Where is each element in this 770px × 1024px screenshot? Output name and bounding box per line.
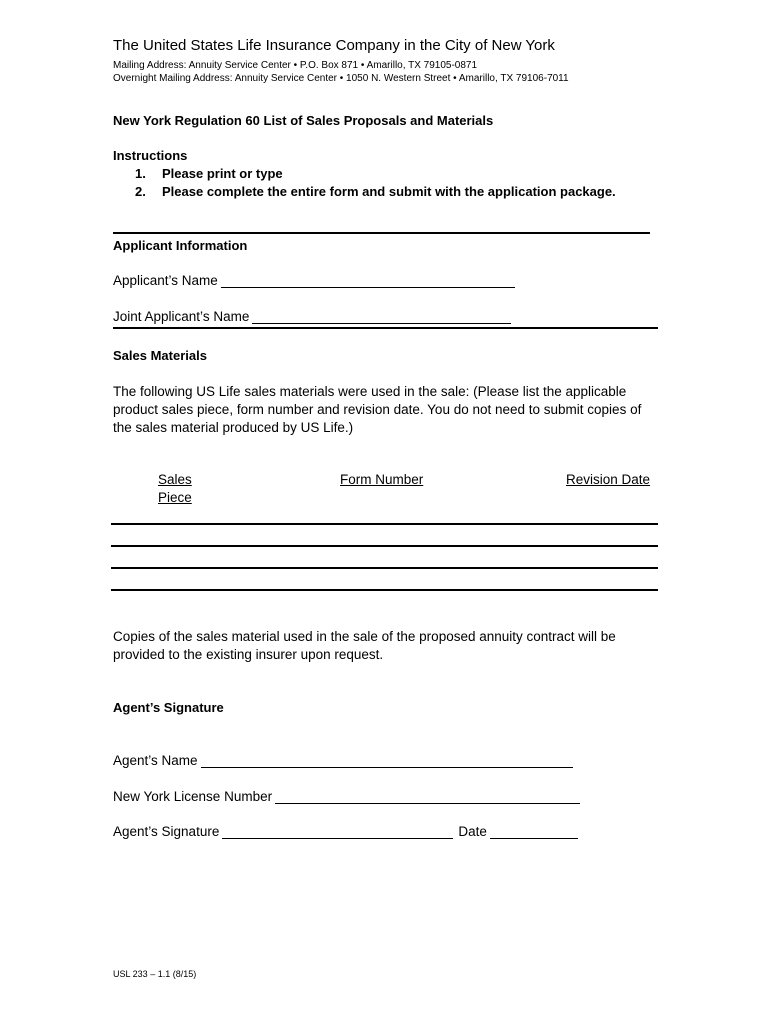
section-divider-applicant bbox=[113, 327, 658, 329]
date-field[interactable] bbox=[490, 826, 578, 839]
agent-signature-label: Agent’s Signature bbox=[113, 824, 220, 839]
agent-name-field[interactable] bbox=[201, 755, 573, 768]
license-number-field[interactable] bbox=[275, 791, 580, 804]
instruction-text-1: Please print or type bbox=[162, 166, 283, 181]
sales-entry-line-1[interactable] bbox=[111, 523, 658, 525]
agent-signature-field[interactable] bbox=[222, 826, 453, 839]
applicant-name-label: Applicant’s Name bbox=[113, 273, 218, 288]
joint-applicant-name-row bbox=[113, 309, 511, 324]
column-header-form-number: Form Number bbox=[340, 472, 424, 487]
instruction-number-1: 1. bbox=[135, 166, 146, 181]
license-number-label: New York License Number bbox=[113, 789, 273, 804]
license-number-row bbox=[113, 789, 580, 804]
overnight-address: Overnight Mailing Address: Annuity Service Center • 1050 N. Western Street • Amarillo, TX 79106-7011 bbox=[113, 73, 569, 84]
agent-signature-row bbox=[113, 824, 578, 839]
column-header-sales-line1: Sales bbox=[158, 472, 192, 487]
joint-applicant-name-label: Joint Applicant’s Name bbox=[113, 309, 250, 324]
copies-note: Copies of the sales material used in the sale of the proposed annuity contract will be provided to the existing insurer upon request. bbox=[113, 629, 616, 662]
sales-entry-line-4[interactable] bbox=[111, 589, 658, 591]
mailing-address: Mailing Address: Annuity Service Center • P.O. Box 871 • Amarillo, TX 79105-0871 bbox=[113, 60, 478, 71]
sales-entry-line-2[interactable] bbox=[111, 545, 658, 547]
instructions-heading: Instructions bbox=[113, 148, 188, 163]
date-label: Date bbox=[458, 824, 487, 839]
applicant-name-row bbox=[113, 273, 515, 288]
agent-name-row bbox=[113, 753, 573, 768]
column-header-sales-line2: Piece bbox=[158, 490, 192, 505]
joint-applicant-name-field[interactable] bbox=[252, 311, 511, 324]
instruction-number-2: 2. bbox=[135, 184, 146, 199]
agent-name-label: Agent’s Name bbox=[113, 753, 198, 768]
form-code-footer: USL 233 – 1.1 (8/15) bbox=[113, 969, 197, 979]
instruction-text-2: Please complete the entire form and submit with the application package. bbox=[162, 184, 616, 199]
applicant-heading: Applicant Information bbox=[113, 238, 248, 253]
form-title: New York Regulation 60 List of Sales Proposals and Materials bbox=[113, 113, 494, 128]
company-name: The United States Life Insurance Company in the City of New York bbox=[113, 37, 555, 54]
column-header-revision-date: Revision Date bbox=[566, 472, 651, 487]
applicant-name-field[interactable] bbox=[221, 275, 515, 288]
agent-signature-heading: Agent’s Signature bbox=[113, 700, 224, 715]
sales-materials-heading: Sales Materials bbox=[113, 348, 207, 363]
sales-entry-line-3[interactable] bbox=[111, 567, 658, 569]
sales-materials-instructions: The following US Life sales materials were used in the sale: (Please list the applicable product sales piece, form number and revision date. You do not need to submit copies of the sales material produced by US Life.) bbox=[113, 384, 642, 435]
section-divider-top bbox=[113, 232, 650, 234]
